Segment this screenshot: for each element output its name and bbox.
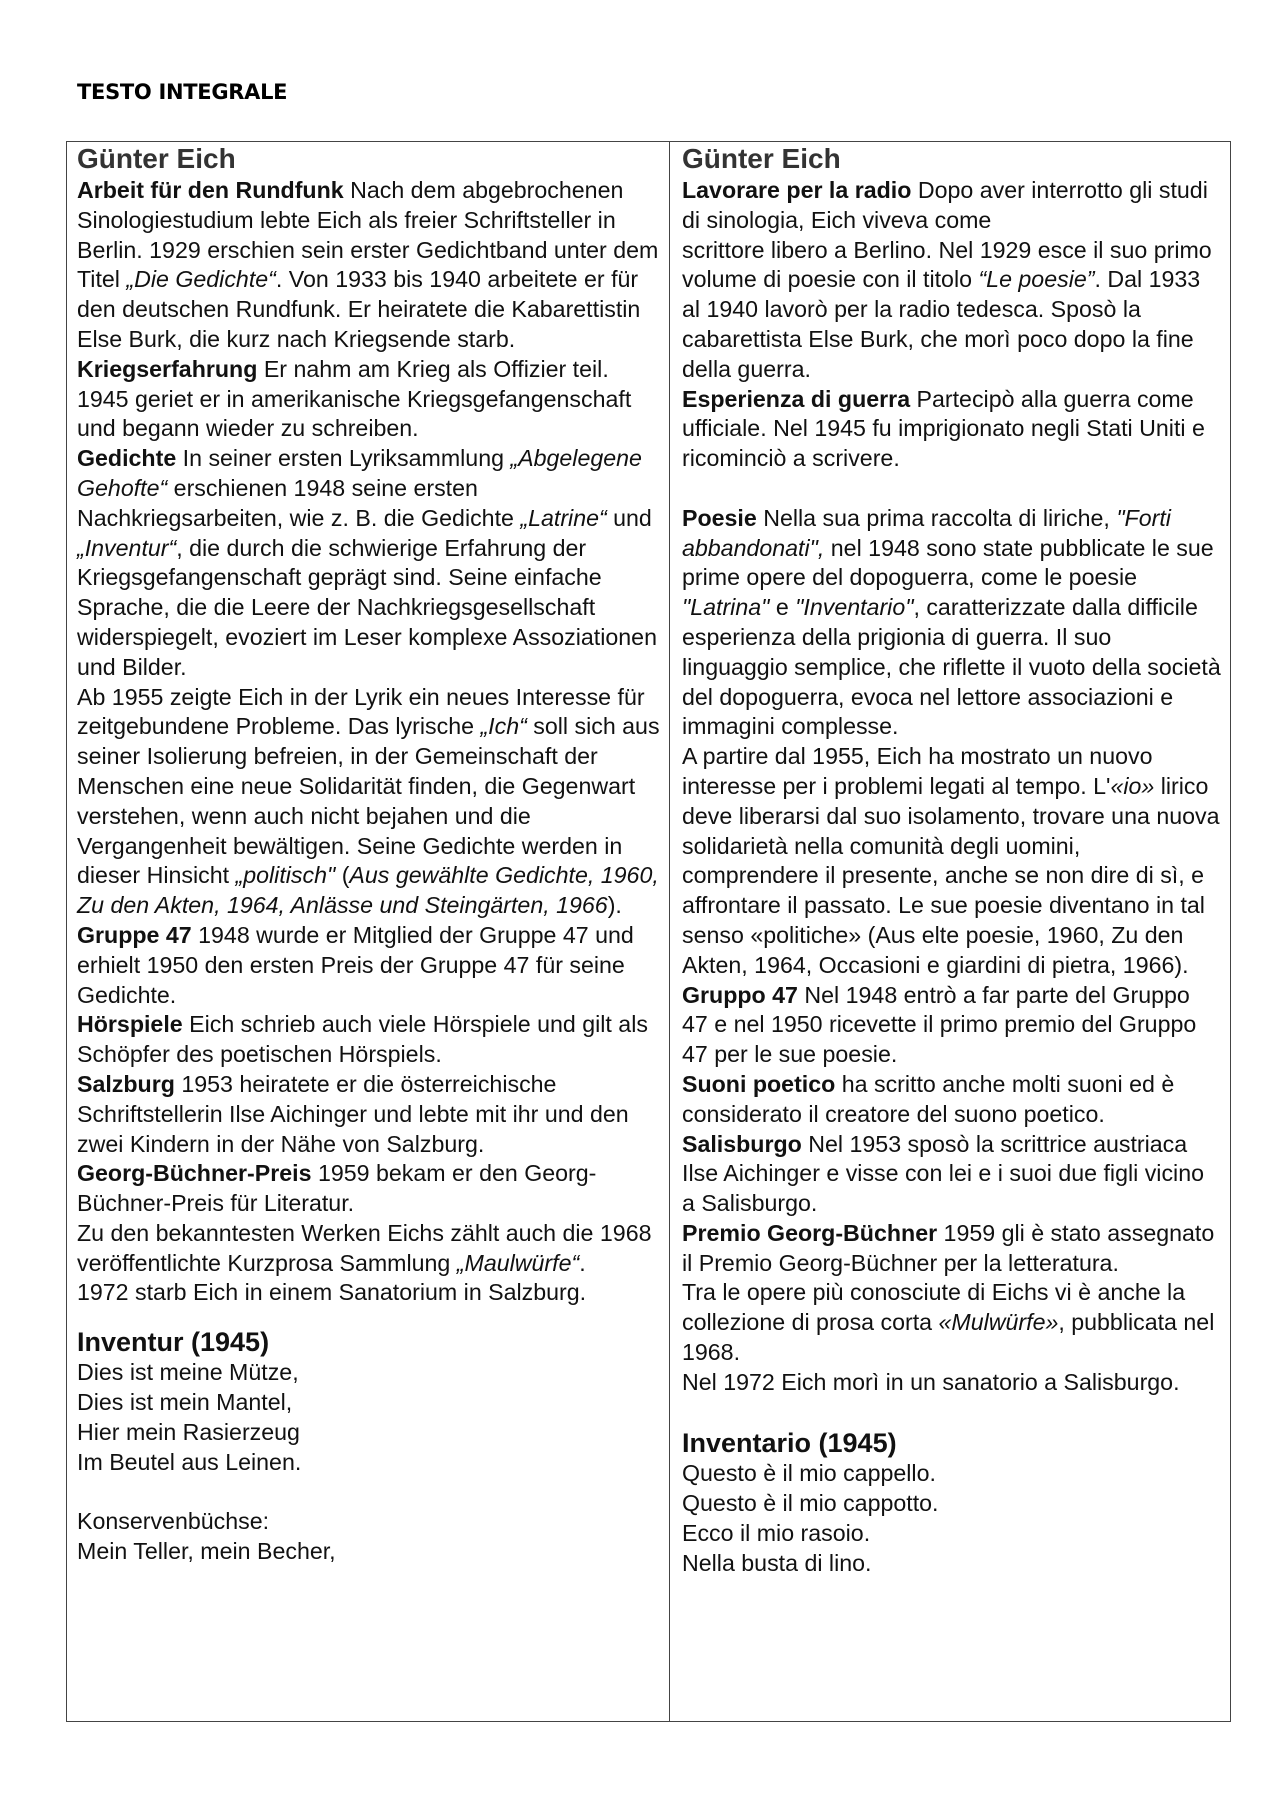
section-text: und [606, 504, 652, 531]
section-text: , caratterizzate dalla difficile esperienza della prigionia di guerra. Il suo linguaggio semplice, che riflette il vuoto della società del dopoguerra, evoca nel lettore associazioni e immagini complesse. [682, 594, 1221, 740]
spacer [77, 1308, 663, 1326]
section-heading: Kriegserfahrung [77, 355, 258, 382]
work-title: "Forti abbandonati", [682, 504, 1171, 561]
work-title: „Maulwürfe“ [456, 1249, 580, 1276]
german-column [77, 142, 663, 1567]
poem-line: Hier mein Rasierzeug [77, 1418, 300, 1445]
section-heading: Gedichte [77, 445, 177, 472]
section-opere [682, 1278, 1222, 1367]
section-gruppe-47 [77, 921, 663, 1010]
section-text: . Dal 1933 al 1940 lavorò per la radio tedesca. Sposò la cabarettista Else Burk, che morì poco dopo la fine della guerra. [682, 266, 1201, 382]
section-heading: Salzburg [77, 1070, 175, 1097]
author-heading: Günter Eich [77, 143, 236, 174]
poem-line: Questo è il mio cappello. [682, 1460, 936, 1487]
section-heading: Salisburgo [682, 1130, 802, 1157]
poem-line: Ecco il mio rasoio. [682, 1520, 871, 1547]
section-text: , pubblicata nel 1968. [682, 1309, 1215, 1366]
section-dal-1955 [682, 742, 1222, 980]
section-text: . Von 1933 bis 1940 arbeitete er für den deutschen Rundfunk. Er heiratete die Kabarettistin Else Burk, die kurz nach Kriegsende starb. [77, 266, 641, 352]
poem-line: Konservenbüchse: [77, 1508, 270, 1535]
spacer [682, 1398, 1222, 1428]
section-heading: Lavorare per la radio [682, 177, 912, 203]
section-heading: Suoni poetico [682, 1070, 836, 1097]
poem-line: Mein Teller, mein Becher, [77, 1538, 336, 1565]
work-title: „Inventur“ [77, 534, 177, 561]
section-heading: Gruppe 47 [77, 921, 192, 948]
work-title: "Inventario" [795, 594, 914, 621]
section-text: . [579, 1249, 586, 1276]
section-heading: Esperienza di guerra [682, 385, 911, 412]
section-heading: Premio Georg-Büchner [682, 1219, 938, 1246]
section-morte: Nel 1972 Eich morì in un sanatorio a Salisburgo. [682, 1368, 1180, 1395]
section-text: Nel 1953 sposò la scrittrice austriaca Ilse Aichinger e visse con lei e i suoi due figli vicino a Salisburgo. [682, 1130, 1204, 1217]
section-text: lirico deve liberarsi dal suo isolamento, trovare una nuova solidarietà nella comunità degli uomini, comprendere il presente, anche se non dire di sì, e affrontare il passato. Le sue poesie diventano in tal senso «politiche» (Aus elte poesie, 1960, Zu den Akten, 1964, Occasioni e giardini di pietra, 1966). [682, 772, 1220, 978]
spacer [682, 474, 1222, 504]
section-text: nel 1948 sono state pubblicate le sue prime opere del dopoguerra, come le poesie [682, 534, 1214, 591]
section-text: ha scritto anche molti suoni ed è considerato il creatore del suono poetico. [682, 1070, 1175, 1127]
section-premio [682, 1219, 1222, 1279]
section-heading: Hörspiele [77, 1011, 183, 1038]
section-text: 1959 gli è stato assegnato il Premio Georg-Büchner per la letteratura. [682, 1219, 1215, 1276]
section-text: Er nahm am Krieg als Offizier teil. 1945 geriet er in amerikanische Kriegsgefangenschaft und begann wieder zu schreiben. [77, 355, 632, 442]
section-werke [77, 1219, 663, 1279]
section-heading: Georg-Büchner-Preis [77, 1160, 312, 1187]
page-title: TESTO INTEGRALE [77, 80, 288, 104]
section-text: 1948 wurde er Mitglied der Gruppe 47 und erhielt 1950 den ersten Preis der Gruppe 47 für seine Gedichte. [77, 921, 634, 1008]
section-text: Nach dem abgebrochenen Sinologiestudium lebte Eich als freier Schriftsteller in Berlin. 1929 erschien sein erster Gedichtband unter dem Titel [77, 177, 659, 293]
spacer [77, 1477, 663, 1507]
section-tod: 1972 starb Eich in einem Sanatorium in Salzburg. [77, 1279, 587, 1306]
work-title: „Latrine“ [520, 504, 607, 531]
section-heading: Gruppo 47 [682, 981, 798, 1008]
emphasis-text: „politisch" [235, 862, 336, 889]
emphasis-text: «io» [1110, 772, 1155, 799]
section-text: Zu den bekanntesten Werken Eichs zählt auch die 1968 veröffentlichte Kurzprosa Sammlung [77, 1219, 652, 1276]
section-text: A partire dal 1955, Eich ha mostrato un nuovo interesse per i problemi legati al tempo. L' [682, 743, 1153, 799]
work-title: «Mulwürfe» [938, 1309, 1059, 1336]
section-heading: Arbeit für den Rundfunk [77, 177, 344, 203]
section-text: ( [335, 862, 350, 889]
section-heading: Poesie [682, 504, 757, 531]
poem-title: Inventario (1945) [682, 1428, 897, 1459]
section-radio [682, 176, 1222, 385]
section-gruppo-47 [682, 981, 1222, 1070]
works-list: Aus gewählte Gedichte, 1960, Zu den Akten, 1964, Anlässe und Steingärten, 1966 [77, 862, 659, 919]
section-text: e [769, 594, 796, 621]
section-text: 1953 heiratete er die österreichische Schriftstellerin Ilse Aichinger und lebte mit ihr und den zwei Kindern in der Nähe von Salzburg. [77, 1070, 629, 1157]
section-text: Dopo aver interrotto gli studi di sinologia, Eich viveva come [682, 177, 1208, 233]
poem-line: Nella busta di lino. [682, 1549, 872, 1576]
work-title: “Le poesie” [978, 266, 1095, 293]
section-text: 1959 bekam er den Georg-Büchner-Preis für Literatur. [77, 1160, 597, 1217]
section-guerra [682, 385, 1222, 474]
section-text: Partecipò alla guerra come ufficiale. Nel 1945 fu imprigionato negli Stati Uniti e ricominciò a scrivere. [682, 385, 1205, 472]
section-text: Nel 1948 entrò a far parte del Gruppo 47 e nel 1950 ricevette il primo premio del Gruppo 47 per le sue poesie. [682, 981, 1197, 1068]
work-title: "Latrina" [682, 594, 770, 621]
work-title: „Abgelegene Gehofte“ [77, 445, 642, 501]
section-text: soll sich aus seiner Isolierung befreien, in der Gemeinschaft der Menschen eine neue Solidarität finden, die Gegenwart verstehen, wenn auch nicht bejahen und die Vergangenheit bewältigen. Seine Gedichte werden in dieser Hinsicht [77, 713, 660, 889]
poem-line: Dies ist mein Mantel, [77, 1389, 293, 1416]
section-buechner-preis [77, 1159, 663, 1219]
work-title: „Die Gedichte“ [126, 266, 276, 293]
section-text: ). [607, 892, 622, 919]
poem-line: Im Beutel aus Leinen. [77, 1448, 302, 1475]
section-text: , die durch die schwierige Erfahrung der Kriegsgefangenschaft geprägt sind. Seine einfache Sprache, die die Leere der Nachkriegsgesellschaft widerspiegelt, evoziert im Leser komplexe Assoziationen und Bilder. [77, 534, 657, 680]
poem-title: Inventur (1945) [77, 1327, 270, 1358]
section-salisburgo [682, 1130, 1222, 1219]
section-text: Ab 1955 zeigte Eich in der Lyrik ein neues Interesse für zeitgebundene Probleme. Das lyrische [77, 683, 645, 740]
section-hoerspiele [77, 1010, 663, 1070]
poem-line: Dies ist meine Mütze, [77, 1359, 299, 1386]
poem-line: Questo è il mio cappotto. [682, 1490, 939, 1517]
section-text: scrittore libero a Berlino. Nel 1929 esce il suo primo volume di poesie con il titolo [682, 236, 1212, 293]
section-ab-1955 [77, 683, 663, 921]
column-divider [669, 141, 670, 1722]
section-text: Eich schrieb auch viele Hörspiele und gilt als Schöpfer des poetischen Hörspiels. [77, 1011, 648, 1068]
section-suoni [682, 1070, 1222, 1130]
section-rundfunk [77, 176, 663, 355]
section-text: In seiner ersten Lyriksammlung [176, 445, 511, 472]
section-text: erschienen 1948 seine ersten Nachkriegsarbeiten, wie z. B. die Gedichte [77, 474, 521, 531]
section-text: Nella sua prima raccolta di liriche, [756, 504, 1117, 531]
section-gedichte [77, 444, 663, 682]
section-poesie [682, 504, 1222, 742]
section-text: Tra le opere più conosciute di Eichs vi è anche la collezione di prosa corta [682, 1279, 1186, 1336]
italian-column [682, 142, 1222, 1579]
emphasis-text: „Ich“ [480, 713, 527, 740]
author-heading: Günter Eich [682, 143, 841, 174]
section-kriegserfahrung [77, 355, 663, 444]
section-salzburg [77, 1070, 663, 1159]
